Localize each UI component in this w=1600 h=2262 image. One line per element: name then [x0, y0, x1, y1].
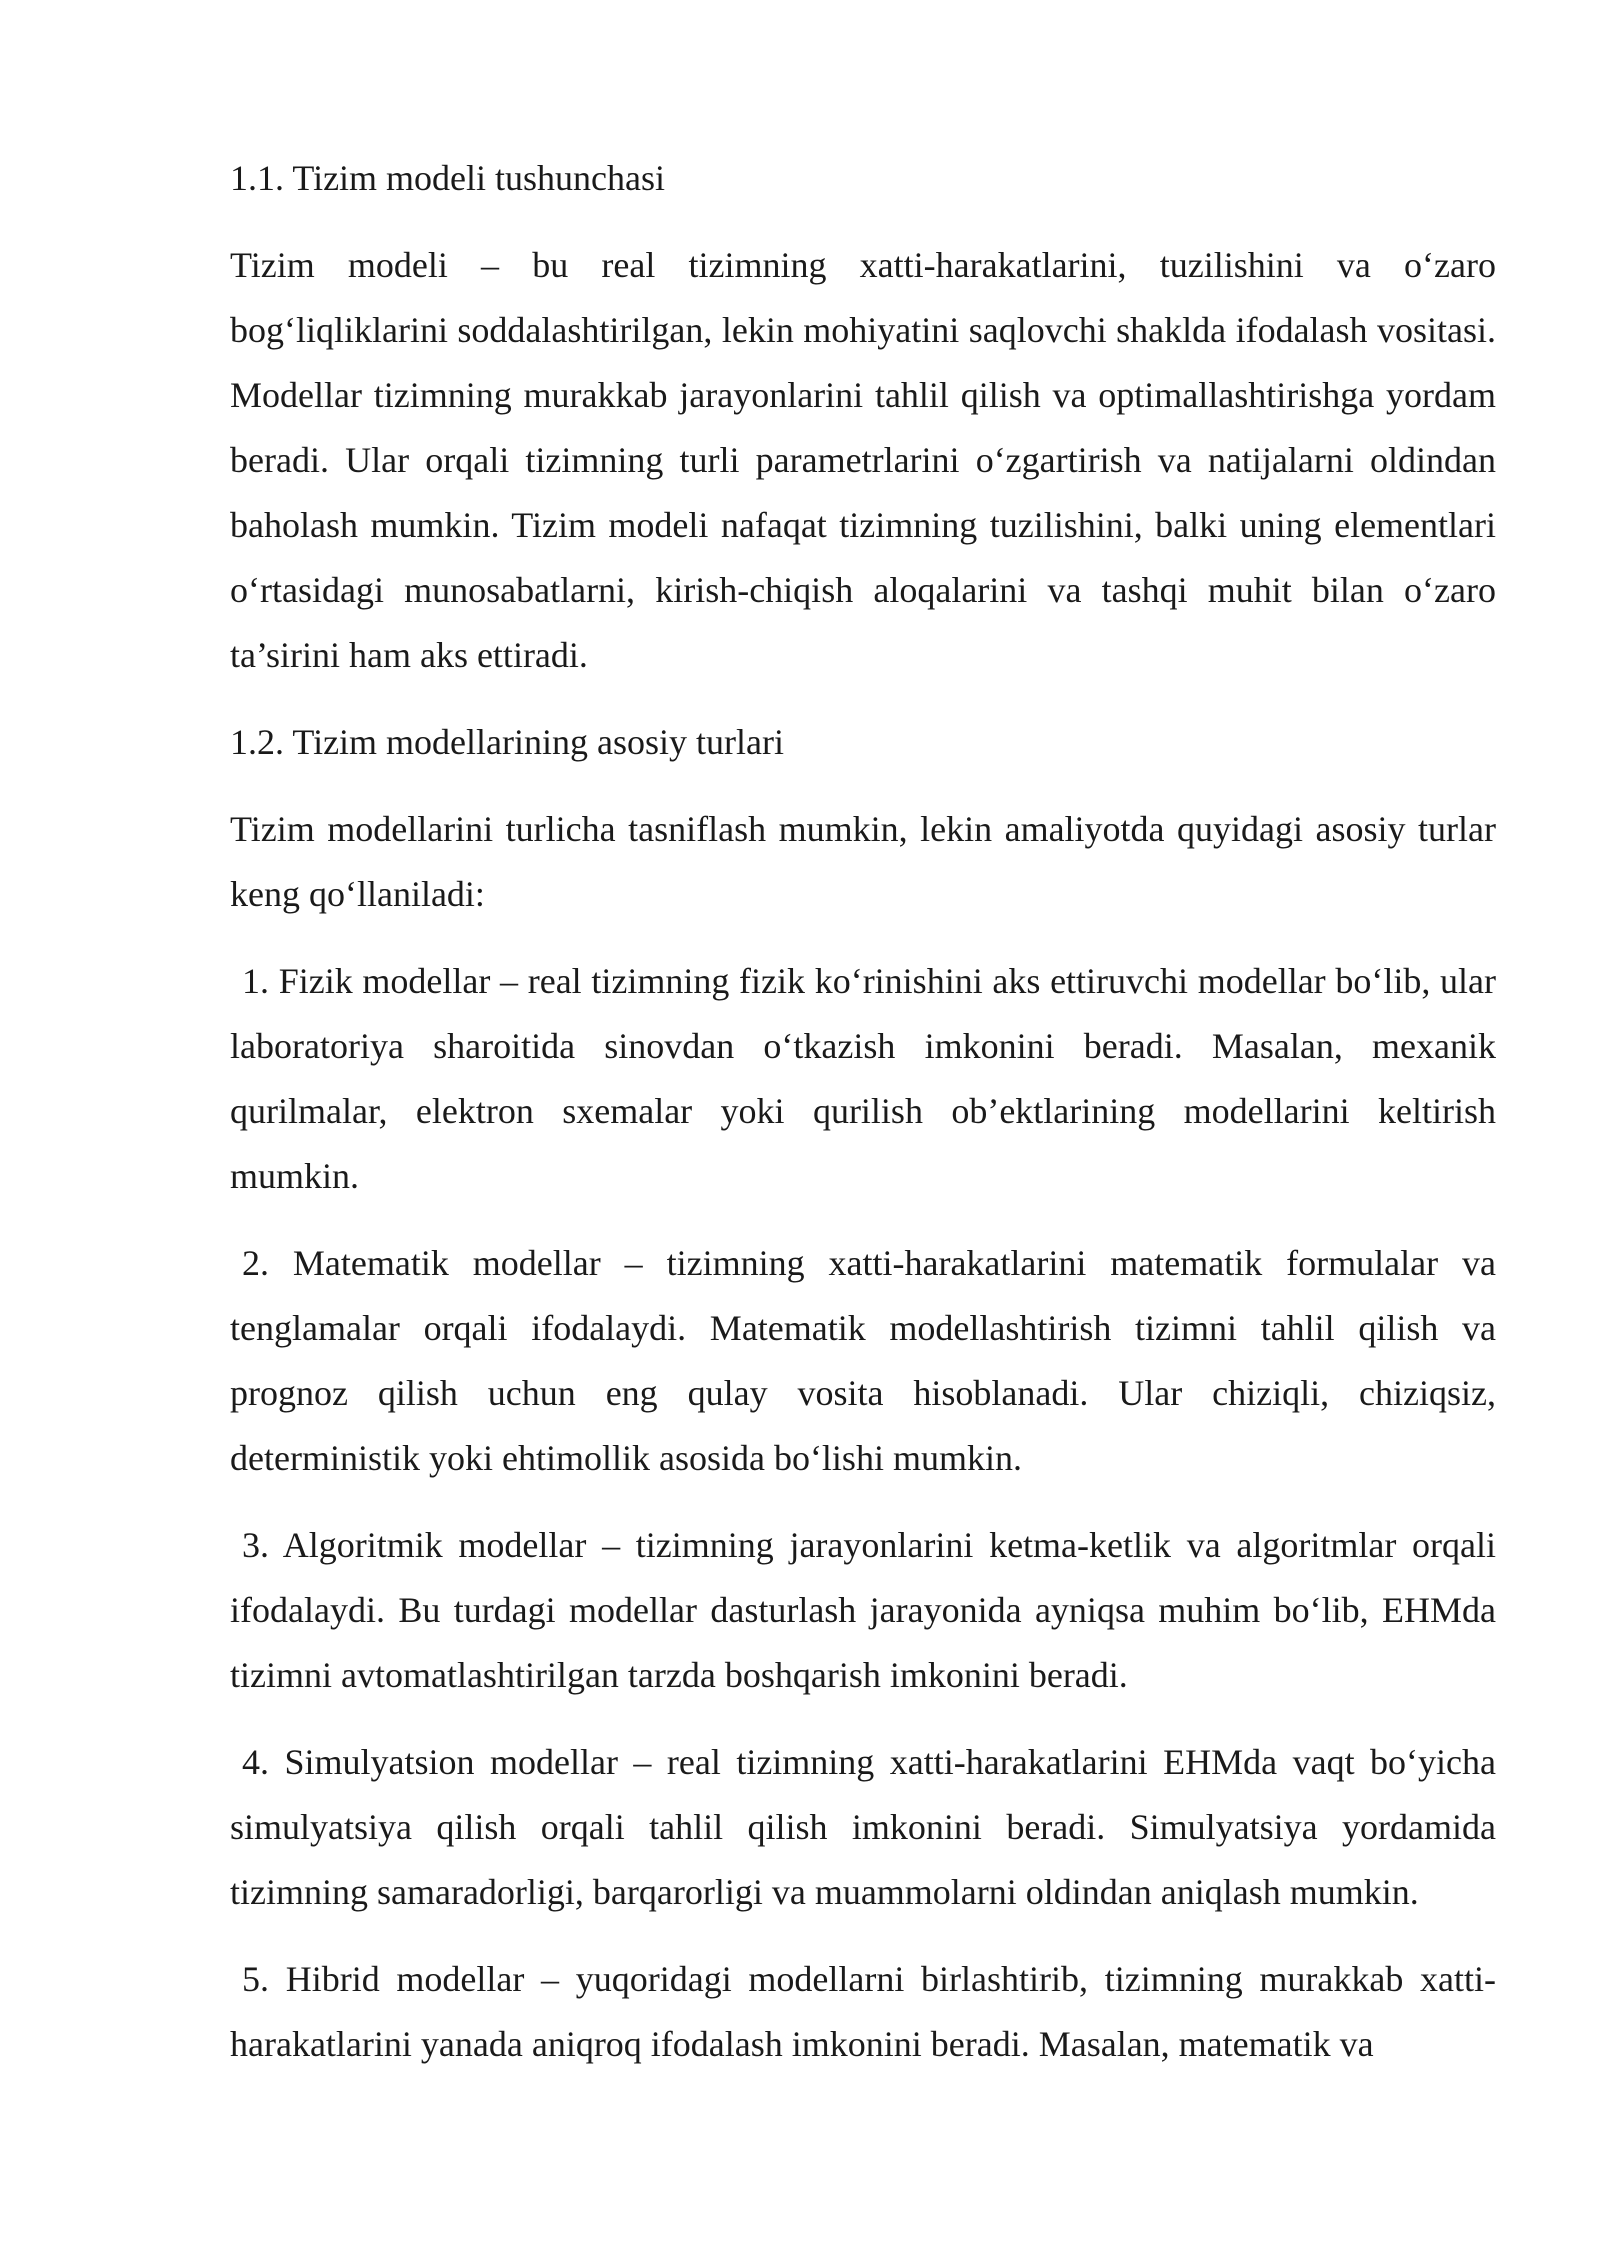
list-item-5: [230, 1947, 1496, 2077]
list-item-number: 2.: [242, 1243, 269, 1283]
list-item-1: [230, 949, 1496, 1209]
list-item-text: Simulyatsion modellar – real tizimning xatti-harakatlarini EHMda vaqt bo‘yicha simulyatsiya qilish orqali tahlil qilish imkonini beradi. Simulyatsiya yordamida tizimning samaradorligi, barqarorligi va muammolarni oldindan aniqlash mumkin.: [230, 1742, 1496, 1912]
list-item-4: [230, 1730, 1496, 1925]
section-paragraph-1-1: Tizim modeli – bu real tizimning xatti-harakatlarini, tuzilishini va o‘zaro bog‘liqliklarini soddalashtirilgan, lekin mohiyatini saqlovchi shaklda ifodalash vositasi. Modellar tizimning murakkab jarayonlarini tahlil qilish va optimallashtirishga yordam beradi. Ular orqali tizimning turli parametrlarini o‘zgartirish va natijalarni oldindan baholash mumkin. Tizim modeli nafaqat tizimning tuzilishini, balki uning elementlari o‘rtasidagi munosabatlarni, kirish-chiqish aloqalarini va tashqi muhit bilan o‘zaro ta’sirini ham aks ettiradi.: [230, 245, 1496, 675]
list-item-number: 5.: [242, 1959, 269, 1999]
document-body: [230, 146, 1496, 2099]
list-item-text: Hibrid modellar – yuqoridagi modellarni birlashtirib, tizimning murakkab xatti-harakatlarini yanada aniqroq ifodalash imkonini beradi. Masalan, matematik va: [230, 1959, 1497, 2064]
list-item-number: 3.: [242, 1525, 269, 1565]
list-item-number: 1.: [242, 961, 269, 1001]
list-item-text: Algoritmik modellar – tizimning jarayonlarini ketma-ketlik va algoritmlar orqali ifodalaydi. Bu turdagi modellar dasturlash jarayonida ayniqsa muhim bo‘lib, EHMda tizimni avtomatlashtirilgan tarzda boshqarish imkonini beradi.: [230, 1525, 1496, 1695]
list-item-3: [230, 1513, 1496, 1708]
section-heading-1-1: 1.1. Tizim modeli tushunchasi: [230, 158, 666, 198]
section-heading-1-2: 1.2. Tizim modellarining asosiy turlari: [230, 722, 784, 762]
list-item-2: [230, 1231, 1496, 1491]
list-item-text: Fizik modellar – real tizimning fizik ko‘rinishini aks ettiruvchi modellar bo‘lib, ular laboratoriya sharoitida sinovdan o‘tkazish imkonini beradi. Masalan, mexanik qurilmalar, elektron sxemalar yoki qurilish ob’ektlarining modellarini keltirish mumkin.: [230, 961, 1497, 1196]
list-item-text: Matematik modellar – tizimning xatti-harakatlarini matematik formulalar va tenglamalar orqali ifodalaydi. Matematik modellashtirish tizimni tahlil qilish va prognoz qilish uchun eng qulay vosita hisoblanadi. Ular chiziqli, chiziqsiz, deterministik yoki ehtimollik asosida bo‘lishi mumkin.: [230, 1243, 1496, 1478]
section-intro-1-2: Tizim modellarini turlicha tasniflash mumkin, lekin amaliyotda quyidagi asosiy turlar keng qo‘llaniladi:: [230, 809, 1496, 914]
list-item-number: 4.: [242, 1742, 269, 1782]
